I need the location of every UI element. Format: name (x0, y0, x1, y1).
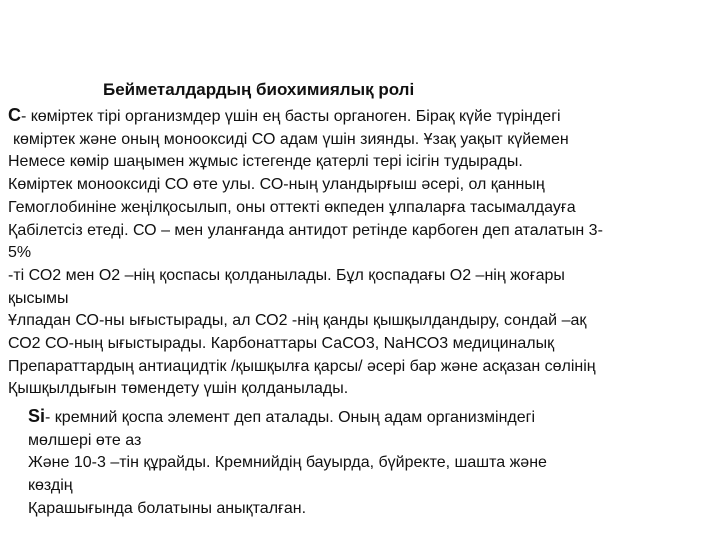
carbon-symbol: С (8, 105, 21, 125)
silicon-line-1 (28, 405, 547, 430)
carbon-line: -ті СО2 мен О2 –нің қоспасы қолданылады. Бұл қоспадағы О2 –нің жоғары (8, 266, 565, 284)
carbon-line: Ұлпадан СО-ны ығыстырады, ал СО2 -нің қанды қышқылдандыру, сондай –ақ (8, 312, 587, 330)
carbon-line: Препараттардың антиацидтік /қышқылға қарсы/ әсері бар және асқазан сөлінің (8, 357, 596, 375)
silicon-paragraph (28, 405, 547, 521)
carbon-paragraph (8, 104, 603, 401)
carbon-line: көміртек және оның монооксиді СО адам үшін зиянды. Ұзақ уақыт күйемен (13, 130, 569, 148)
carbon-line: СО2 СО-ның ығыстырады. Карбонаттары СаСО3, NaНСО3 медициналық (8, 335, 555, 353)
silicon-line: Қарашығында болатыны анықталған. (28, 499, 307, 517)
slide-title: Бейметалдардың биохимиялық ролі (103, 80, 415, 99)
carbon-line: 5% (8, 244, 32, 262)
carbon-line: Қышқылдығын төмендету үшін қолданылады. (8, 380, 349, 398)
carbon-line: Көміртек монооксиді СО өте улы. СО-ның уландырғыш әсері, ол қанның (8, 176, 545, 194)
carbon-line: Қабілетсіз етеді. СО – мен уланғанда антидот ретінде карбоген деп аталатын 3- (8, 221, 603, 239)
silicon-line-1-text: - кремний қоспа элемент деп аталады. Оның адам организміндегі (45, 409, 536, 426)
carbon-line: Гемоглобиніне жеңілқосылып, оны оттекті өкпеден ұлпаларға тасымалдауға (8, 198, 576, 216)
carbon-line: Немесе көмір шаңымен жұмыс істегенде қатерлі тері ісігін тудырады. (8, 153, 523, 171)
silicon-line: көздің (28, 477, 73, 495)
carbon-line: қысымы (8, 289, 69, 307)
silicon-line: мөлшері өте аз (28, 431, 142, 449)
silicon-line: Және 10-3 –тін құрайды. Кремнийдің бауырда, бүйректе, шашта және (28, 454, 547, 472)
silicon-symbol: Si (28, 406, 46, 426)
carbon-line-1-text: - көміртек тірі организмдер үшін ең басты органоген. Бірақ күйе түріндегі (21, 108, 561, 125)
carbon-line-1 (8, 104, 603, 129)
